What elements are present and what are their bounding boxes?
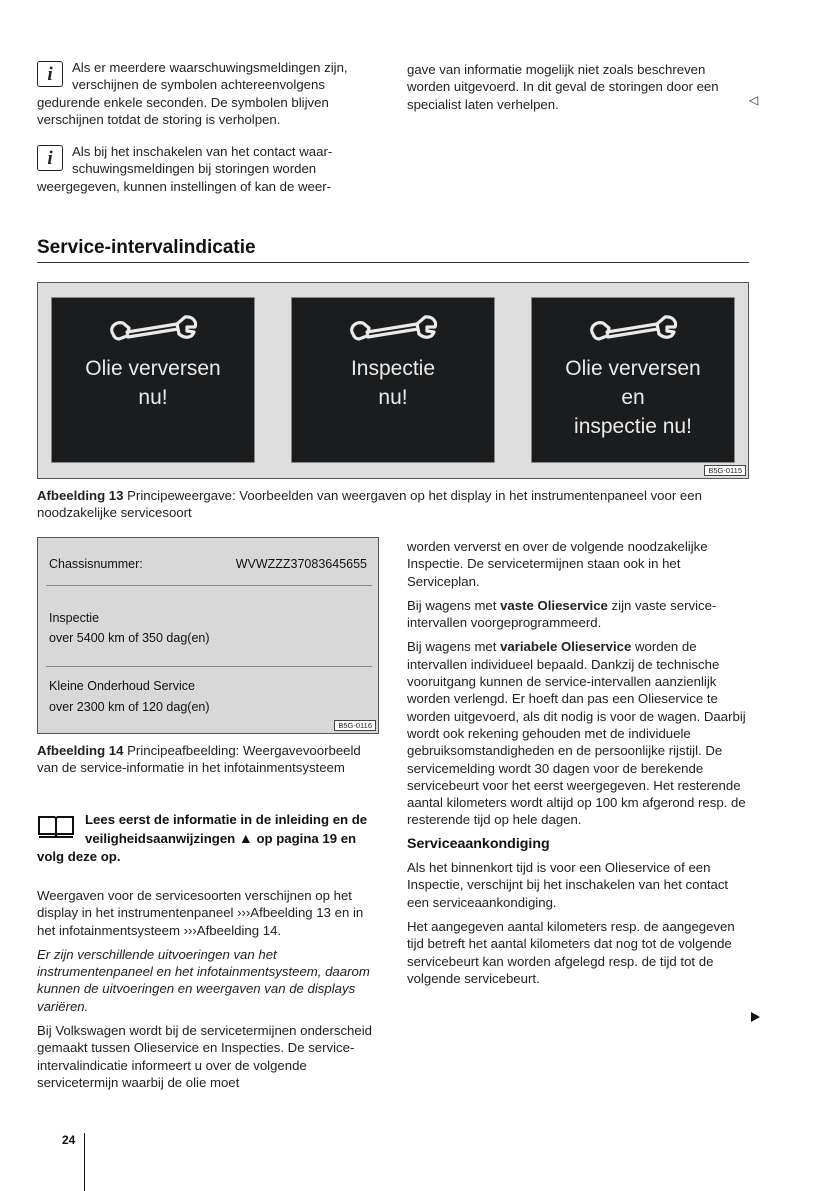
divider xyxy=(46,585,372,586)
read-first-text-b: op pagina 19 en volg deze op. xyxy=(37,831,357,864)
wrench-icon xyxy=(107,312,199,348)
divider xyxy=(46,666,372,667)
continue-arrow-icon xyxy=(751,1012,760,1022)
panel-text: Olie verversen nu! xyxy=(85,357,221,409)
display-panel-oil xyxy=(51,297,255,463)
caption-text: Principeafbeelding: Weergavevoorbeeld van de service-informatie in het infotainmentsysteem xyxy=(37,743,361,776)
info-note-2-text-a: Als bij het inschakelen van het contact waar- schuwingsmeldingen bij storingen worden weergegeven, kunnen instellingen of kan de weer- xyxy=(37,144,333,194)
figure-13-caption xyxy=(37,487,749,522)
page-margin-rule xyxy=(84,1133,85,1191)
text: Bij wagens met xyxy=(407,639,497,655)
small-service-detail: over 2300 km of 120 dag(en) xyxy=(49,700,210,714)
caption-text: Principeweergave: Voorbeelden van weergaven op het display in het instrumentenpaneel voor een noodzakelijke servicesoort xyxy=(37,488,702,521)
inspection-title: Inspectie xyxy=(49,611,100,625)
info-icon: i xyxy=(37,61,63,87)
page-number: 24 xyxy=(62,1133,76,1147)
info-icon: i xyxy=(37,145,63,171)
chassis-value: WVWZZZ37083645655 xyxy=(235,557,367,571)
left-paragraph-1: Weergaven voor de servicesoorten verschijnen op het display in het instrumentenpaneel ›››Afbeelding 13 en in het infotainmentsysteem ›››Afbeelding 14. xyxy=(37,888,364,938)
info-note-2 xyxy=(37,143,373,195)
figure-code: B5G-0115 xyxy=(704,465,746,476)
section-title: Service-intervalindicatie xyxy=(37,237,256,258)
left-paragraph-2: Er zijn verschillende uitvoeringen van het instrumentenpaneel en het infotainmentsysteem, daarom kunnen de uitvoeringen en weergaven van de displays variëren. xyxy=(37,946,370,1014)
read-first-text-a: Lees eerst de informatie in de inleiding en de veiligheidsaanwijzingen xyxy=(85,812,368,846)
right-paragraph-2 xyxy=(407,597,749,632)
subheading-service-announcement: Serviceaankondiging xyxy=(407,835,550,852)
left-paragraph-3: Bij Volkswagen wordt bij de servicetermijnen onderscheid gemaakt tussen Olieservice en Inspecties. De service-intervalindicatie informeert u over de volgende servicetermijn waarbij de olie moet xyxy=(37,1023,372,1090)
figure-14-caption xyxy=(37,742,379,777)
panel-text: Olie verversen en inspectie nu! xyxy=(565,357,701,438)
caption-label: Afbeelding 13 xyxy=(37,488,124,503)
text: zijn vaste service-intervallen voorgeprogrammeerd. xyxy=(407,597,717,631)
wrench-icon xyxy=(587,312,679,348)
figure-13 xyxy=(37,282,749,479)
text: worden de intervallen individueel bepaald. Dankzij de technische vooruitgang kunnen de service-intervallen aanzienlijk worden verlengd. Er hoeft dan pas een Olieservice te worden uitgevoerd, als dit nodig is voor de wagen. Daarbij wordt ook rekening gehouden met de individuele gebruiksomstandigheden en de persoonlijke rijstijl. De servicemelding wordt 30 dagen voor de berekende servicebeurt voor het eerst weergegeven. Het resterende aantal kilometers wordt altijd op 100 km afgerond resp. de resterende tijd op hele dagen. xyxy=(407,639,746,828)
warning-triangle-icon: ▲ xyxy=(238,830,253,846)
info-note-2-text-b: gave van informatie mogelijk niet zoals beschreven worden uitgevoerd. In dit geval de storingen door een specialist laten verhelpen. xyxy=(407,62,719,112)
display-panel-oil-inspection xyxy=(531,297,735,463)
fixed-oil-service-term: vaste Olieservice xyxy=(500,597,608,613)
info-note-1 xyxy=(37,59,367,128)
variable-oil-service-term: variabele Olieservice xyxy=(500,639,632,655)
right-paragraph-5: Het aangegeven aantal kilometers resp. de aangegeven tijd betreft het aantal kilometers dat nog tot de volgende servicebeurt kan worden afgelegd resp. de tijd tot de volgende servicebeurt. xyxy=(407,918,735,986)
caption-label: Afbeelding 14 xyxy=(37,743,124,758)
end-marker-icon: ◁ xyxy=(749,93,759,107)
figure-code: B5G-0116 xyxy=(334,720,376,731)
right-paragraph-1: worden ververst en over de volgende noodzakelijke Inspectie. De servicetermijnen staan ook in het Serviceplan. xyxy=(407,539,708,589)
section-divider xyxy=(37,262,749,263)
inspection-detail: over 5400 km of 350 dag(en) xyxy=(49,631,210,645)
book-icon xyxy=(37,813,75,839)
right-paragraph-4: Als het binnenkort tijd is voor een Olieservice of een Inspectie, verschijnt bij het inschakelen van het contact een serviceaankondiging. xyxy=(407,860,729,910)
chassis-label: Chassisnummer: xyxy=(49,557,143,571)
right-column xyxy=(407,538,749,994)
info-note-1-text: Als er meerdere waarschuwingsmeldingen zijn, verschijnen de symbolen achtereenvolgens gedurende enkele seconden. De symbolen blijven verschijnen totdat de storing is verholpen. xyxy=(37,60,348,127)
right-paragraph-3 xyxy=(407,638,749,828)
figure-14 xyxy=(37,537,379,734)
small-service-title: Kleine Onderhoud Service xyxy=(49,679,195,693)
text: Bij wagens met xyxy=(407,597,497,613)
left-column xyxy=(37,887,379,1098)
info-note-2-continued xyxy=(407,61,747,113)
panel-text: Inspectie nu! xyxy=(350,357,436,409)
display-panel-inspection xyxy=(291,297,495,463)
read-first-note xyxy=(37,811,379,866)
wrench-icon xyxy=(347,312,439,348)
